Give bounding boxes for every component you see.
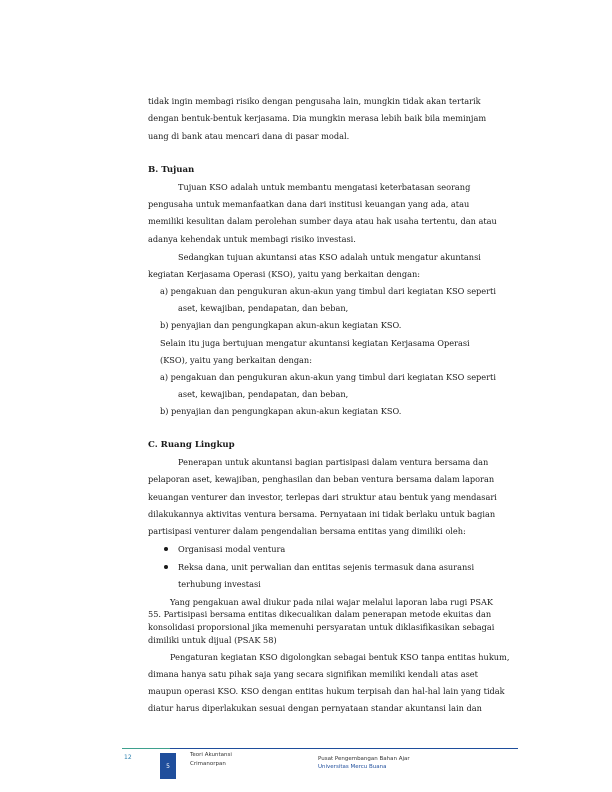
list-item: Organisasi modal ventura — [178, 544, 286, 555]
list-item-continuation: terhubung investasi — [178, 579, 261, 590]
list-item: b) penyajian dan pengungkapan akun-akun kegiatan KSO. — [160, 406, 402, 417]
paragraph-line: adanya kehendak untuk membagi risiko investasi. — [148, 233, 356, 244]
paragraph-line: partisipasi venturer dalam pengendalian bersama entitas yang dimiliki oleh: — [148, 526, 466, 537]
course-subtitle: Crimanorpan — [190, 761, 226, 767]
paragraph-line: dimana hanya satu pihak saja yang secara signifikan memiliki kendali atas aset — [148, 669, 478, 680]
center-title: Pusat Pengembangan Bahan Ajar — [318, 756, 410, 762]
paragraph-line: dengan bentuk-bentuk kerjasama. Dia mungkin merasa lebih baik bila meminjam — [148, 113, 487, 124]
section-heading: C. Ruang Lingkup — [148, 440, 235, 451]
paragraph-line: diatur harus diperlakukan sesuai dengan pernyataan standar akuntansi lain dan — [148, 703, 482, 714]
footer-mark: 12 — [124, 754, 132, 761]
paragraph-line: memiliki kesulitan dalam perolehan sumber daya atau hak usaha tertentu, dan atau — [148, 216, 497, 227]
footer-rule — [122, 748, 518, 749]
list-item: a) pengakuan dan pengukuran akun-akun yang timbul dari kegiatan KSO seperti — [160, 372, 496, 383]
list-item-continuation: aset, kewajiban, pendapatan, dan beban, — [178, 389, 349, 400]
list-item: Reksa dana, unit perwalian dan entitas sejenis termasuk dana asuransi — [178, 562, 475, 573]
section-heading: B. Tujuan — [148, 164, 195, 175]
paragraph-line: Pengaturan kegiatan KSO digolongkan sebagai bentuk KSO tanpa entitas hukum, — [170, 652, 510, 663]
paragraph-line: dilakukannya aktivitas ventura bersama. Pernyataan ini tidak berlaku untuk bagian — [148, 508, 496, 519]
list-item: a) pengakuan dan pengukuran akun-akun yang timbul dari kegiatan KSO seperti — [160, 286, 496, 297]
paragraph-line: Selain itu juga bertujuan mengatur akuntansi kegiatan Kerjasama Operasi — [160, 337, 470, 348]
paragraph-line: uang di bank atau mencari dana di pasar modal. — [148, 131, 350, 142]
paragraph-line: Penerapan untuk akuntansi bagian partisipasi dalam ventura bersama dan — [178, 457, 489, 468]
paragraph-line: dimiliki untuk dijual (PSAK 58) — [148, 635, 277, 646]
paragraph-line: Yang pengakuan awal diukur pada nilai wajar melalui laporan laba rugi PSAK — [170, 596, 493, 607]
bullet-icon — [164, 565, 168, 569]
paragraph-line: kegiatan Kerjasama Operasi (KSO), yaitu yang berkaitan dengan: — [148, 268, 420, 279]
paragraph-line: keuangan venturer dan investor, terlepas dari struktur atau bentuk yang mendasari — [148, 491, 497, 502]
list-item-continuation: aset, kewajiban, pendapatan, dan beban, — [178, 303, 349, 314]
footer-rule-accent — [122, 748, 170, 749]
paragraph-line: pengusaha untuk memanfaatkan dana dari institusi keuangan yang ada, atau — [148, 199, 470, 210]
paragraph-line: (KSO), yaitu yang berkaitan dengan: — [160, 354, 312, 365]
paragraph-line: tidak ingin membagi risiko dengan pengusaha lain, mungkin tidak akan tertarik — [148, 96, 481, 107]
paragraph-line: konsolidasi proporsional jika memenuhi persyaratan untuk diklasifikasikan sebagai — [148, 622, 495, 633]
paragraph-line: maupun operasi KSO. KSO dengan entitas hukum terpisah dan hal-hal lain yang tidak — [148, 686, 505, 697]
list-item: b) penyajian dan pengungkapan akun-akun kegiatan KSO. — [160, 320, 402, 331]
paragraph-line: pelaporan aset, kewajiban, penghasilan dan beban ventura bersama dalam laporan — [148, 474, 495, 485]
paragraph-line: Tujuan KSO adalah untuk membantu mengatasi keterbatasan seorang — [178, 182, 471, 193]
paragraph-line: Sedangkan tujuan akuntansi atas KSO adalah untuk mengatur akuntansi — [178, 251, 481, 262]
center-subtitle: Universitas Mercu Buana — [318, 764, 387, 770]
bullet-icon — [164, 547, 168, 551]
paragraph-line: 55. Partisipasi bersama entitas dikecualikan dalam penerapan metode ekuitas dan — [148, 609, 492, 620]
course-title: Teori Akuntansi — [190, 752, 232, 758]
page-number: 5 — [160, 753, 176, 779]
